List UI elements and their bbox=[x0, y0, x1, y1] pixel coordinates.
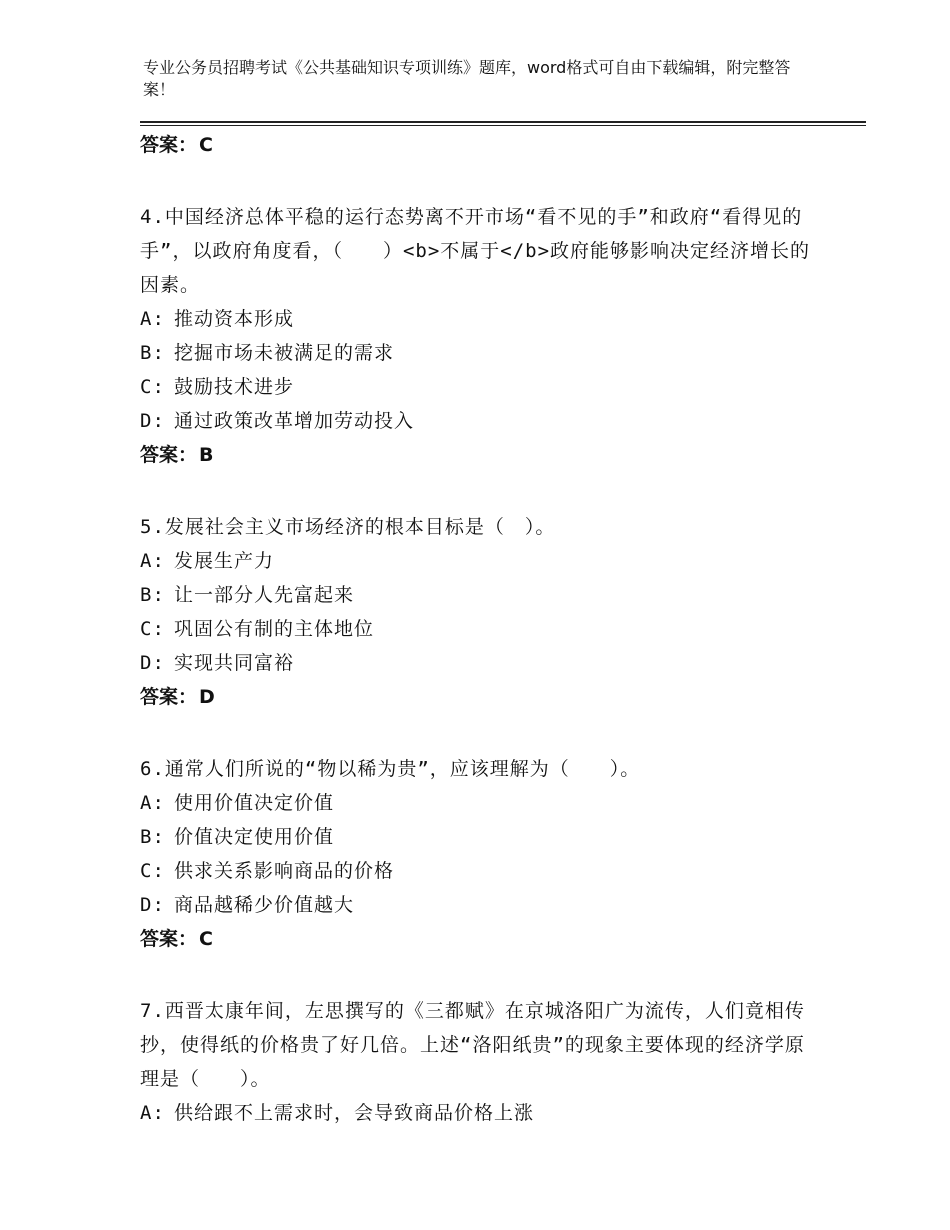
option-text: 供给跟不上需求时，会导致商品价格上涨 bbox=[174, 1102, 535, 1124]
answer-line bbox=[140, 682, 840, 712]
answer-label: 答案： bbox=[140, 134, 198, 156]
option-c bbox=[140, 854, 840, 888]
option-a bbox=[140, 302, 840, 336]
option-text: 让一部分人先富起来 bbox=[174, 584, 355, 606]
answer-line bbox=[140, 130, 840, 160]
answer-value: C bbox=[199, 134, 213, 156]
answer-value: B bbox=[199, 444, 214, 466]
option-text: 供求关系影响商品的价格 bbox=[174, 860, 395, 882]
option-key: D: bbox=[140, 894, 165, 916]
answer-label: 答案： bbox=[140, 444, 198, 466]
option-d bbox=[140, 646, 840, 680]
question-list bbox=[140, 128, 840, 1130]
header-rule-thick bbox=[140, 121, 866, 123]
option-text: 通过政策改革增加劳动投入 bbox=[174, 410, 415, 432]
option-c bbox=[140, 612, 840, 646]
option-text: 推动资本形成 bbox=[174, 308, 295, 330]
option-b bbox=[140, 820, 840, 854]
option-b bbox=[140, 578, 840, 612]
option-a bbox=[140, 544, 840, 578]
option-a bbox=[140, 786, 840, 820]
question-item bbox=[140, 510, 840, 712]
answer-line bbox=[140, 440, 840, 470]
option-d bbox=[140, 888, 840, 922]
option-key: D: bbox=[140, 410, 165, 432]
answer-label: 答案： bbox=[140, 928, 198, 950]
option-key: A: bbox=[140, 308, 165, 330]
option-key: B: bbox=[140, 342, 165, 364]
question-item bbox=[140, 200, 840, 470]
question-item bbox=[140, 994, 840, 1130]
question-stem: 6.通常人们所说的“物以稀为贵”，应该理解为（ ）。 bbox=[140, 758, 641, 780]
document-header bbox=[143, 57, 803, 101]
option-key: B: bbox=[140, 584, 165, 606]
question-stem: 7.西晋太康年间，左思撰写的《三都赋》在京城洛阳广为流传，人们竟相传抄，使得纸的价格贵了好几倍。上述“洛阳纸贵”的现象主要体现的经济学原理是（ ）。 bbox=[140, 1000, 805, 1090]
header-text: 专业公务员招聘考试《公共基础知识专项训练》题库，word格式可自由下载编辑，附完整答案！ bbox=[143, 58, 791, 99]
option-text: 价值决定使用价值 bbox=[174, 826, 335, 848]
question-stem: 4.中国经济总体平稳的运行态势离不开市场“看不见的手”和政府“看得见的手”，以政府角度看，（ ）<b>不属于</b>政府能够影响决定经济增长的因素。 bbox=[140, 206, 811, 296]
option-text: 实现共同富裕 bbox=[174, 652, 295, 674]
option-key: A: bbox=[140, 1102, 165, 1124]
option-d bbox=[140, 404, 840, 438]
answer-value: C bbox=[199, 928, 213, 950]
question-stem: 5.发展社会主义市场经济的根本目标是（ ）。 bbox=[140, 516, 556, 538]
header-rule-thin bbox=[140, 125, 866, 126]
option-a bbox=[140, 1096, 840, 1130]
option-b bbox=[140, 336, 840, 370]
option-text: 挖掘市场未被满足的需求 bbox=[174, 342, 395, 364]
question-item bbox=[140, 752, 840, 954]
option-key: C: bbox=[140, 376, 165, 398]
option-text: 商品越稀少价值越大 bbox=[174, 894, 355, 916]
answer-value: D bbox=[199, 686, 215, 708]
option-text: 鼓励技术进步 bbox=[174, 376, 295, 398]
option-key: C: bbox=[140, 618, 165, 640]
option-key: B: bbox=[140, 826, 165, 848]
answer-line bbox=[140, 924, 840, 954]
option-key: C: bbox=[140, 860, 165, 882]
option-key: D: bbox=[140, 652, 165, 674]
option-c bbox=[140, 370, 840, 404]
option-text: 使用价值决定价值 bbox=[174, 792, 335, 814]
answer-label: 答案： bbox=[140, 686, 198, 708]
option-key: A: bbox=[140, 550, 165, 572]
option-text: 发展生产力 bbox=[174, 550, 275, 572]
option-text: 巩固公有制的主体地位 bbox=[174, 618, 375, 640]
option-key: A: bbox=[140, 792, 165, 814]
